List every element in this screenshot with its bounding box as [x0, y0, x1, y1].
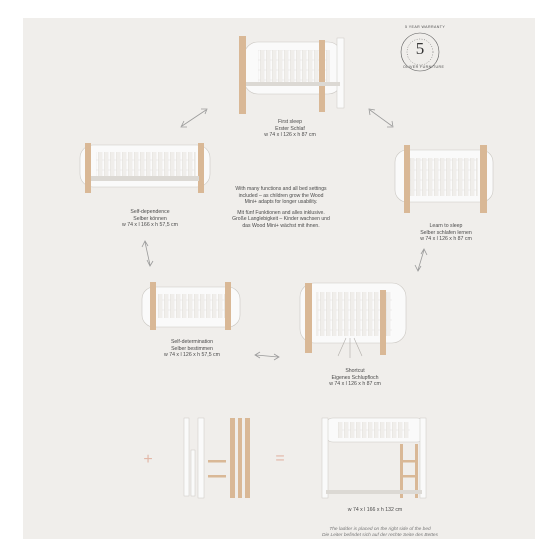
equals-symbol: =: [275, 450, 285, 467]
description-line: Mit fünf Funktionen and alles inklusive.: [237, 209, 325, 216]
stage-dims: w 74 x l 166 x h 57,5 cm: [122, 222, 178, 229]
caption-learn-to-sleep: [403, 223, 489, 243]
ladder-note: [290, 527, 470, 540]
center-description: [220, 186, 342, 230]
stage-subtitle: Selber bestimmen: [171, 345, 213, 352]
stage-title: Learn to sleep: [429, 223, 463, 229]
bed-self-dependence: [80, 143, 210, 193]
loft-bed: [322, 418, 426, 498]
crib-shortcut: [300, 283, 406, 358]
badge-ring-bottom: OLIVER FURNITURE: [403, 65, 445, 69]
caption-self-dependence: [105, 209, 195, 229]
badge-number: 5: [415, 39, 425, 58]
stage-dims: w 74 x l 166 x h 132 cm: [347, 507, 403, 513]
crib-first-sleep: [239, 36, 344, 114]
stage-title: Self-determination: [170, 339, 214, 345]
stage-dims: w 74 x l 126 x h 87 cm: [420, 236, 472, 243]
stage-subtitle: Selber schlafen lernen: [420, 229, 472, 236]
plus-symbol: +: [143, 451, 153, 468]
stage-dims: w 74 x l 126 x h 57,5 cm: [164, 352, 220, 359]
caption-loft: [335, 507, 415, 514]
badge-ring-top: 5 YEAR WARRANTY: [405, 25, 446, 29]
stage-subtitle: Selber können: [133, 215, 167, 222]
description-line: Mini+ adapts for longer usability.: [244, 199, 318, 206]
stage-subtitle: Erster Schlaf: [275, 125, 305, 132]
stage-title: First sleep: [278, 119, 302, 125]
crib-learn-to-sleep: [395, 145, 493, 213]
caption-shortcut: [313, 368, 397, 388]
loft-kit-parts: [184, 418, 250, 498]
caption-first-sleep: [250, 119, 330, 139]
note-line: The ladder is placed on the right side of the bed: [329, 527, 431, 532]
stage-title: Shortcut: [345, 368, 365, 374]
description-line: With many functions and all bed settings: [235, 186, 327, 192]
stage-dims: w 74 x l 126 x h 87 cm: [329, 381, 381, 388]
caption-self-determination: [145, 339, 239, 359]
description-line: das Wood Mini+ wächst mit ihnen.: [242, 222, 320, 229]
stage-title: Self-dependence: [130, 209, 170, 215]
note-line: Die Leiter befindet sich auf der rechte Seite des Bettes: [322, 533, 438, 539]
description-line: Große Langlebigkeit – Kinder wachsen und: [232, 216, 330, 223]
bed-self-determination: [142, 282, 240, 330]
stage-dims: w 74 x l 126 x h 87 cm: [264, 132, 316, 139]
description-line: included – as children grow the Wood: [238, 192, 324, 199]
stage-subtitle: Eigenes Schlupfloch: [331, 374, 379, 381]
